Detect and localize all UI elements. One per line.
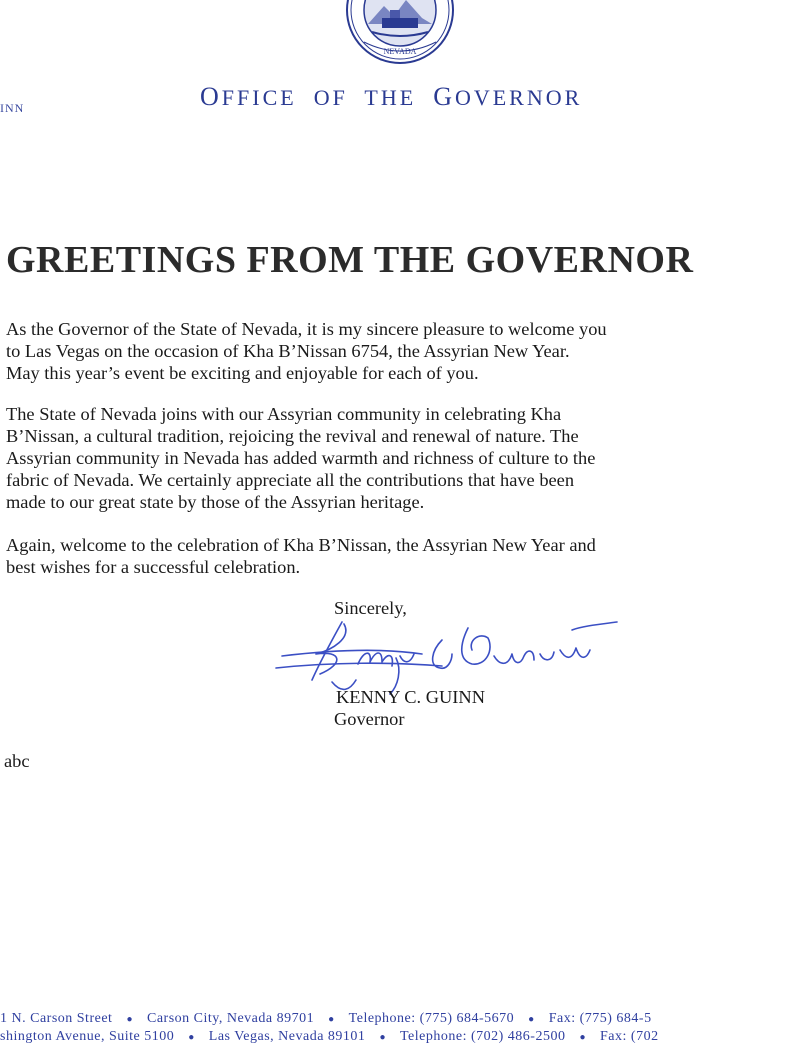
closing-salutation: Sincerely, xyxy=(334,598,407,618)
footer-fax: Fax: (775) 684-5 xyxy=(548,1011,652,1026)
paragraph-line: Again, welcome to the celebration of Kha B’Nissan, the Assyrian New Year and xyxy=(6,535,596,555)
paragraph-line: Assyrian community in Nevada has added warmth and richness of culture to the xyxy=(6,448,596,468)
paragraph-line: The State of Nevada joins with our Assyrian community in celebrating Kha xyxy=(6,404,562,424)
signer-name: KENNY C. GUINN xyxy=(336,687,485,707)
footer-city: Carson City, Nevada 89701 xyxy=(146,1011,315,1026)
typist-initials: abc xyxy=(4,751,30,771)
paragraph-closing-wishes xyxy=(6,534,792,578)
paragraph-line: B’Nissan, a cultural tradition, rejoicing the revival and renewal of nature. The xyxy=(6,426,579,446)
office-title-text: OFFICE OF THE GOVERNOR xyxy=(200,82,583,111)
paragraph-line: fabric of Nevada. We certainly appreciate all the contributions that have been xyxy=(6,470,575,490)
office-title xyxy=(200,82,582,112)
footer-address-carson-city xyxy=(0,1011,794,1027)
bullet-icon: ● xyxy=(528,1014,535,1025)
paragraph-welcome xyxy=(6,318,792,384)
footer-street: 1 N. Carson Street xyxy=(0,1011,113,1026)
letterhead-name-fragment: INN xyxy=(0,101,25,115)
letter-heading: GREETINGS FROM THE GOVERNOR xyxy=(6,239,694,281)
footer-street: shington Avenue, Suite 5100 xyxy=(0,1029,175,1044)
footer-telephone: Telephone: (775) 684-5670 xyxy=(348,1011,515,1026)
footer-address-las-vegas xyxy=(0,1029,794,1045)
footer-city: Las Vegas, Nevada 89101 xyxy=(208,1029,366,1044)
bullet-icon: ● xyxy=(328,1014,335,1025)
footer-fax: Fax: (702 xyxy=(600,1029,659,1044)
bullet-icon: ● xyxy=(379,1032,386,1043)
paragraph-line: best wishes for a successful celebration. xyxy=(6,557,301,577)
bullet-icon: ● xyxy=(188,1032,195,1043)
bullet-icon: ● xyxy=(579,1032,587,1043)
paragraph-community xyxy=(6,403,792,513)
footer-telephone: Telephone: (702) 486-2500 xyxy=(399,1029,566,1044)
paragraph-line: May this year’s event be exciting and enjoyable for each of you. xyxy=(6,363,479,383)
paragraph-line: made to our great state by those of the Assyrian heritage. xyxy=(6,492,425,512)
paragraph-line: As the Governor of the State of Nevada, it is my sincere pleasure to welcome you xyxy=(6,319,607,339)
signer-title: Governor xyxy=(334,709,405,729)
paragraph-line: to Las Vegas on the occasion of Kha B’Nissan 6754, the Assyrian New Year. xyxy=(6,341,570,361)
bullet-icon: ● xyxy=(126,1014,133,1025)
state-seal-logo xyxy=(344,0,456,66)
seal-caption: NEVADA xyxy=(383,47,417,56)
